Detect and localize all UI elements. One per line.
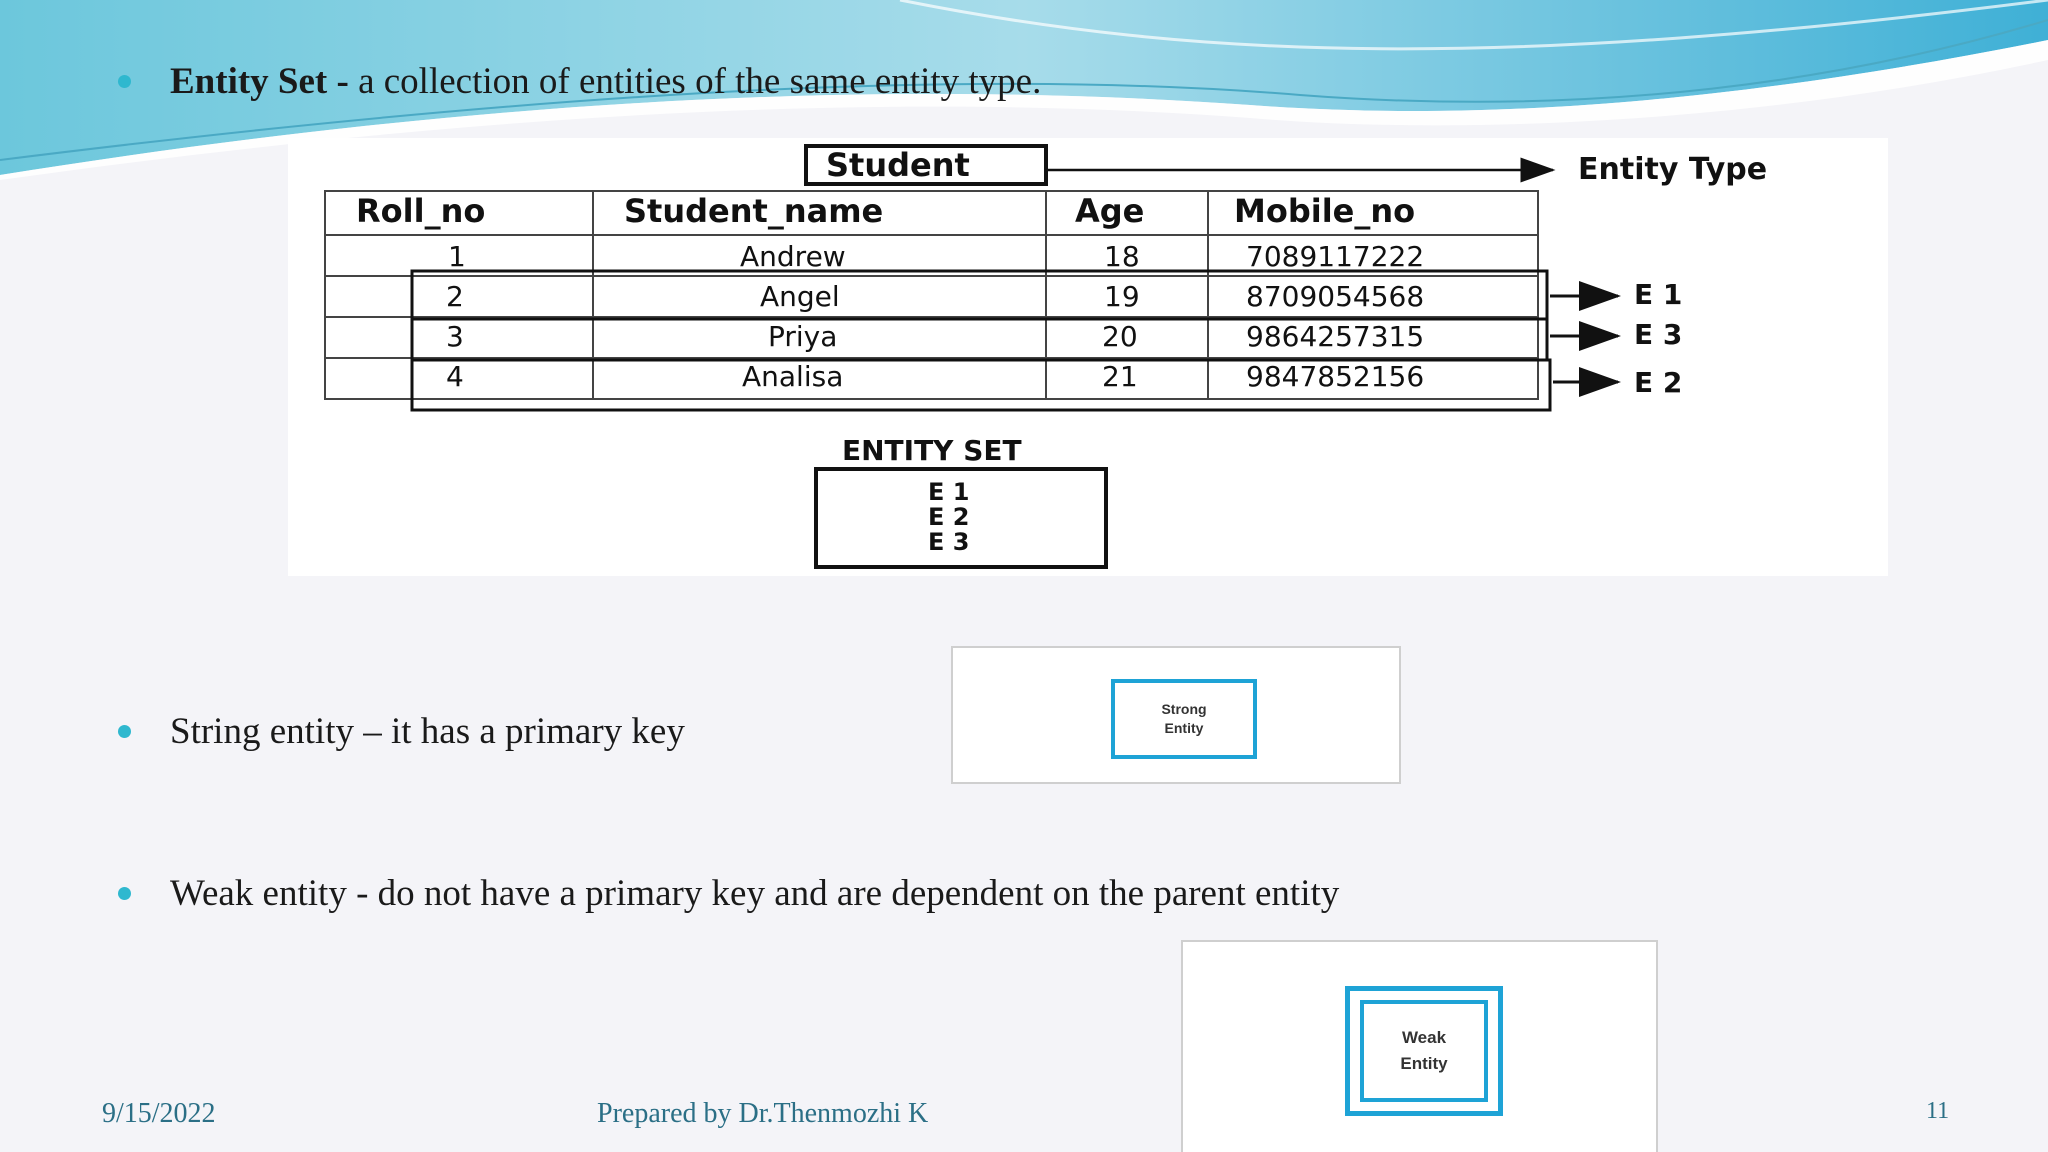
bullet-strong-entity [118, 710, 685, 753]
table-cell: 7089117222 [1246, 240, 1425, 273]
column-header-student-name: Student_name [624, 192, 884, 230]
entity-set-item: E 2 [928, 503, 970, 531]
bullet-strong-text: String entity – it has a primary key [170, 711, 685, 752]
table-cell: 1 [448, 240, 466, 273]
entity-set-term: Entity Set - [170, 61, 349, 102]
bullet-dot-icon [118, 725, 131, 738]
table-cell: Priya [768, 320, 838, 353]
strong-entity-rect [1111, 679, 1257, 759]
column-header-age: Age [1075, 192, 1145, 230]
column-header-mobile-no: Mobile_no [1234, 192, 1416, 230]
weak-entity-outer-rect [1345, 986, 1503, 1116]
entity-set-item: E 1 [928, 478, 970, 506]
table-cell: 3 [446, 320, 464, 353]
weak-entity-line1: Weak [1401, 1028, 1447, 1047]
student-entity-label: Student [826, 146, 970, 184]
row-entity-label-e2: E 2 [1634, 366, 1683, 399]
table-cell: 2 [446, 280, 464, 313]
table-cell: 20 [1102, 320, 1138, 353]
entity-type-label: Entity Type [1578, 152, 1768, 187]
bullet-dot-icon [118, 75, 131, 88]
table-cell: 21 [1102, 360, 1138, 393]
entity-set-desc: a collection of entities of the same entity type. [348, 61, 1042, 102]
footer-page-number: 11 [1926, 1098, 1950, 1124]
weak-entity-line2: Entity [1400, 1054, 1448, 1073]
table-cell: Analisa [742, 360, 844, 393]
bullet-entity-set-text [170, 60, 1041, 103]
row-entity-label-e1: E 1 [1634, 278, 1683, 311]
entity-set-title: ENTITY SET [842, 434, 1022, 467]
table-cell: Angel [760, 280, 840, 313]
entity-set-diagram [288, 138, 1888, 576]
table-cell: 9847852156 [1246, 360, 1425, 393]
footer-date: 9/15/2022 [102, 1098, 216, 1129]
table-cell: 4 [446, 360, 464, 393]
strong-entity-line2: Entity [1164, 720, 1204, 736]
table-cell: 9864257315 [1246, 320, 1425, 353]
bullet-dot-icon [118, 887, 131, 900]
bullet-weak-entity [118, 872, 1339, 915]
table-cell: 19 [1104, 280, 1140, 313]
table-cell: 8709054568 [1246, 280, 1425, 313]
table-cell: 18 [1104, 240, 1140, 273]
entity-set-item: E 3 [928, 528, 970, 556]
weak-entity-figure [1181, 940, 1658, 1152]
strong-entity-line1: Strong [1161, 701, 1207, 717]
bullet-weak-text: Weak entity - do not have a primary key and are dependent on the parent entity [170, 873, 1340, 914]
column-header-roll-no: Roll_no [356, 192, 486, 230]
table-cell: Andrew [740, 240, 846, 273]
weak-entity-inner-rect [1360, 1000, 1488, 1102]
bullet-entity-set [118, 60, 1041, 103]
row-entity-label-e3: E 3 [1634, 318, 1683, 351]
footer-author: Prepared by Dr.Thenmozhi K [597, 1098, 929, 1129]
strong-entity-figure [951, 646, 1401, 784]
